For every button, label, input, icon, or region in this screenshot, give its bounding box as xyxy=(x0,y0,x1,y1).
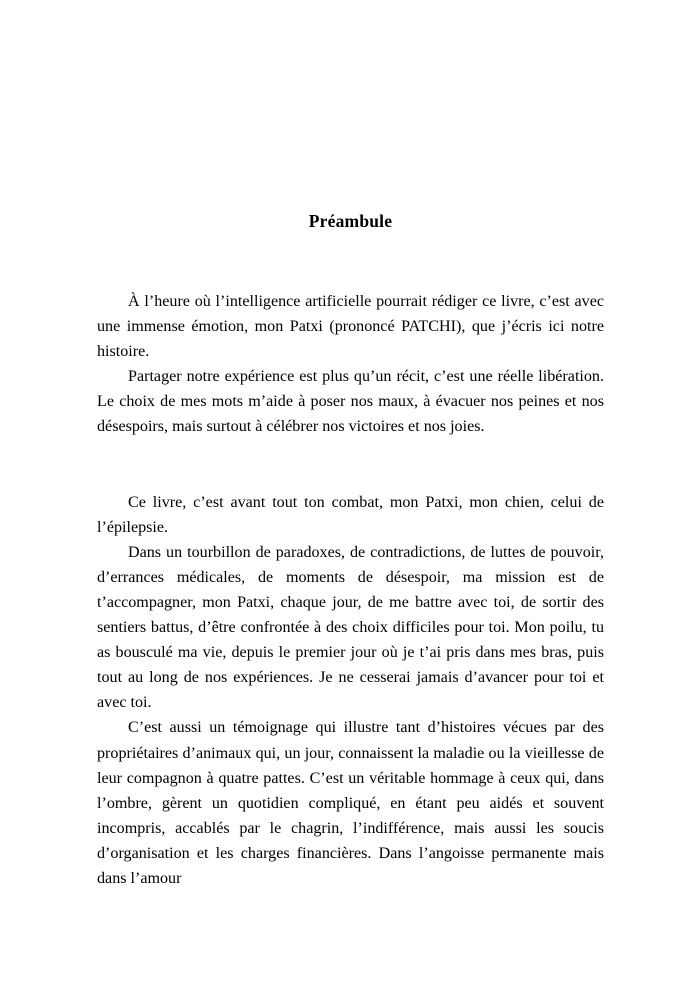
paragraph: Partager notre expérience est plus qu’un récit, c’est une réelle libération. Le choix de mes mots m’aide à poser nos maux, à évacuer nos peines et nos désespoirs, mais surtout à célébrer nos victoires et nos joies. xyxy=(97,368,604,436)
paragraph: Ce livre, c’est avant tout ton combat, mon Patxi, mon chien, celui de l’épilepsie. xyxy=(97,493,604,536)
body-text-container xyxy=(97,289,604,891)
paragraph: À l’heure où l’intelligence artificielle pourrait rédiger ce livre, c’est avec une immense émotion, mon Patxi (prononcé PATCHI), que j’écris ici notre histoire. xyxy=(97,293,604,361)
paragraph: Dans un tourbillon de paradoxes, de contradictions, de luttes de pouvoir, d’errances médicales, de moments de désespoir, ma mission est de t’accompagner, mon Patxi, chaque jour, de me battre avec toi, de sortir des sentiers battus, d’être confrontée à des choix difficiles pour toi. Mon poilu, tu as bousculé ma vie, depuis le premier jour où je t’ai pris dans mes bras, puis tout au long de nos expériences. Je ne cesserai jamais d’avancer pour toi et avec toi. xyxy=(97,543,604,712)
paragraph: C’est aussi un témoignage qui illustre tant d’histoires vécues par des propriétaires d’animaux qui, un jour, connaissent la maladie ou la vieillesse de leur compagnon à quatre pattes. C’est un véritable hommage à ceux qui, dans l’ombre, gèrent un quotidien compliqué, en étant peu aidés et souvent incompris, accablés par le chagrin, l’indifférence, mais aussi les soucis d’organisation et les charges financières. Dans l’angoisse permanente mais dans l’amour xyxy=(97,719,604,887)
page-title: Préambule xyxy=(308,210,393,231)
